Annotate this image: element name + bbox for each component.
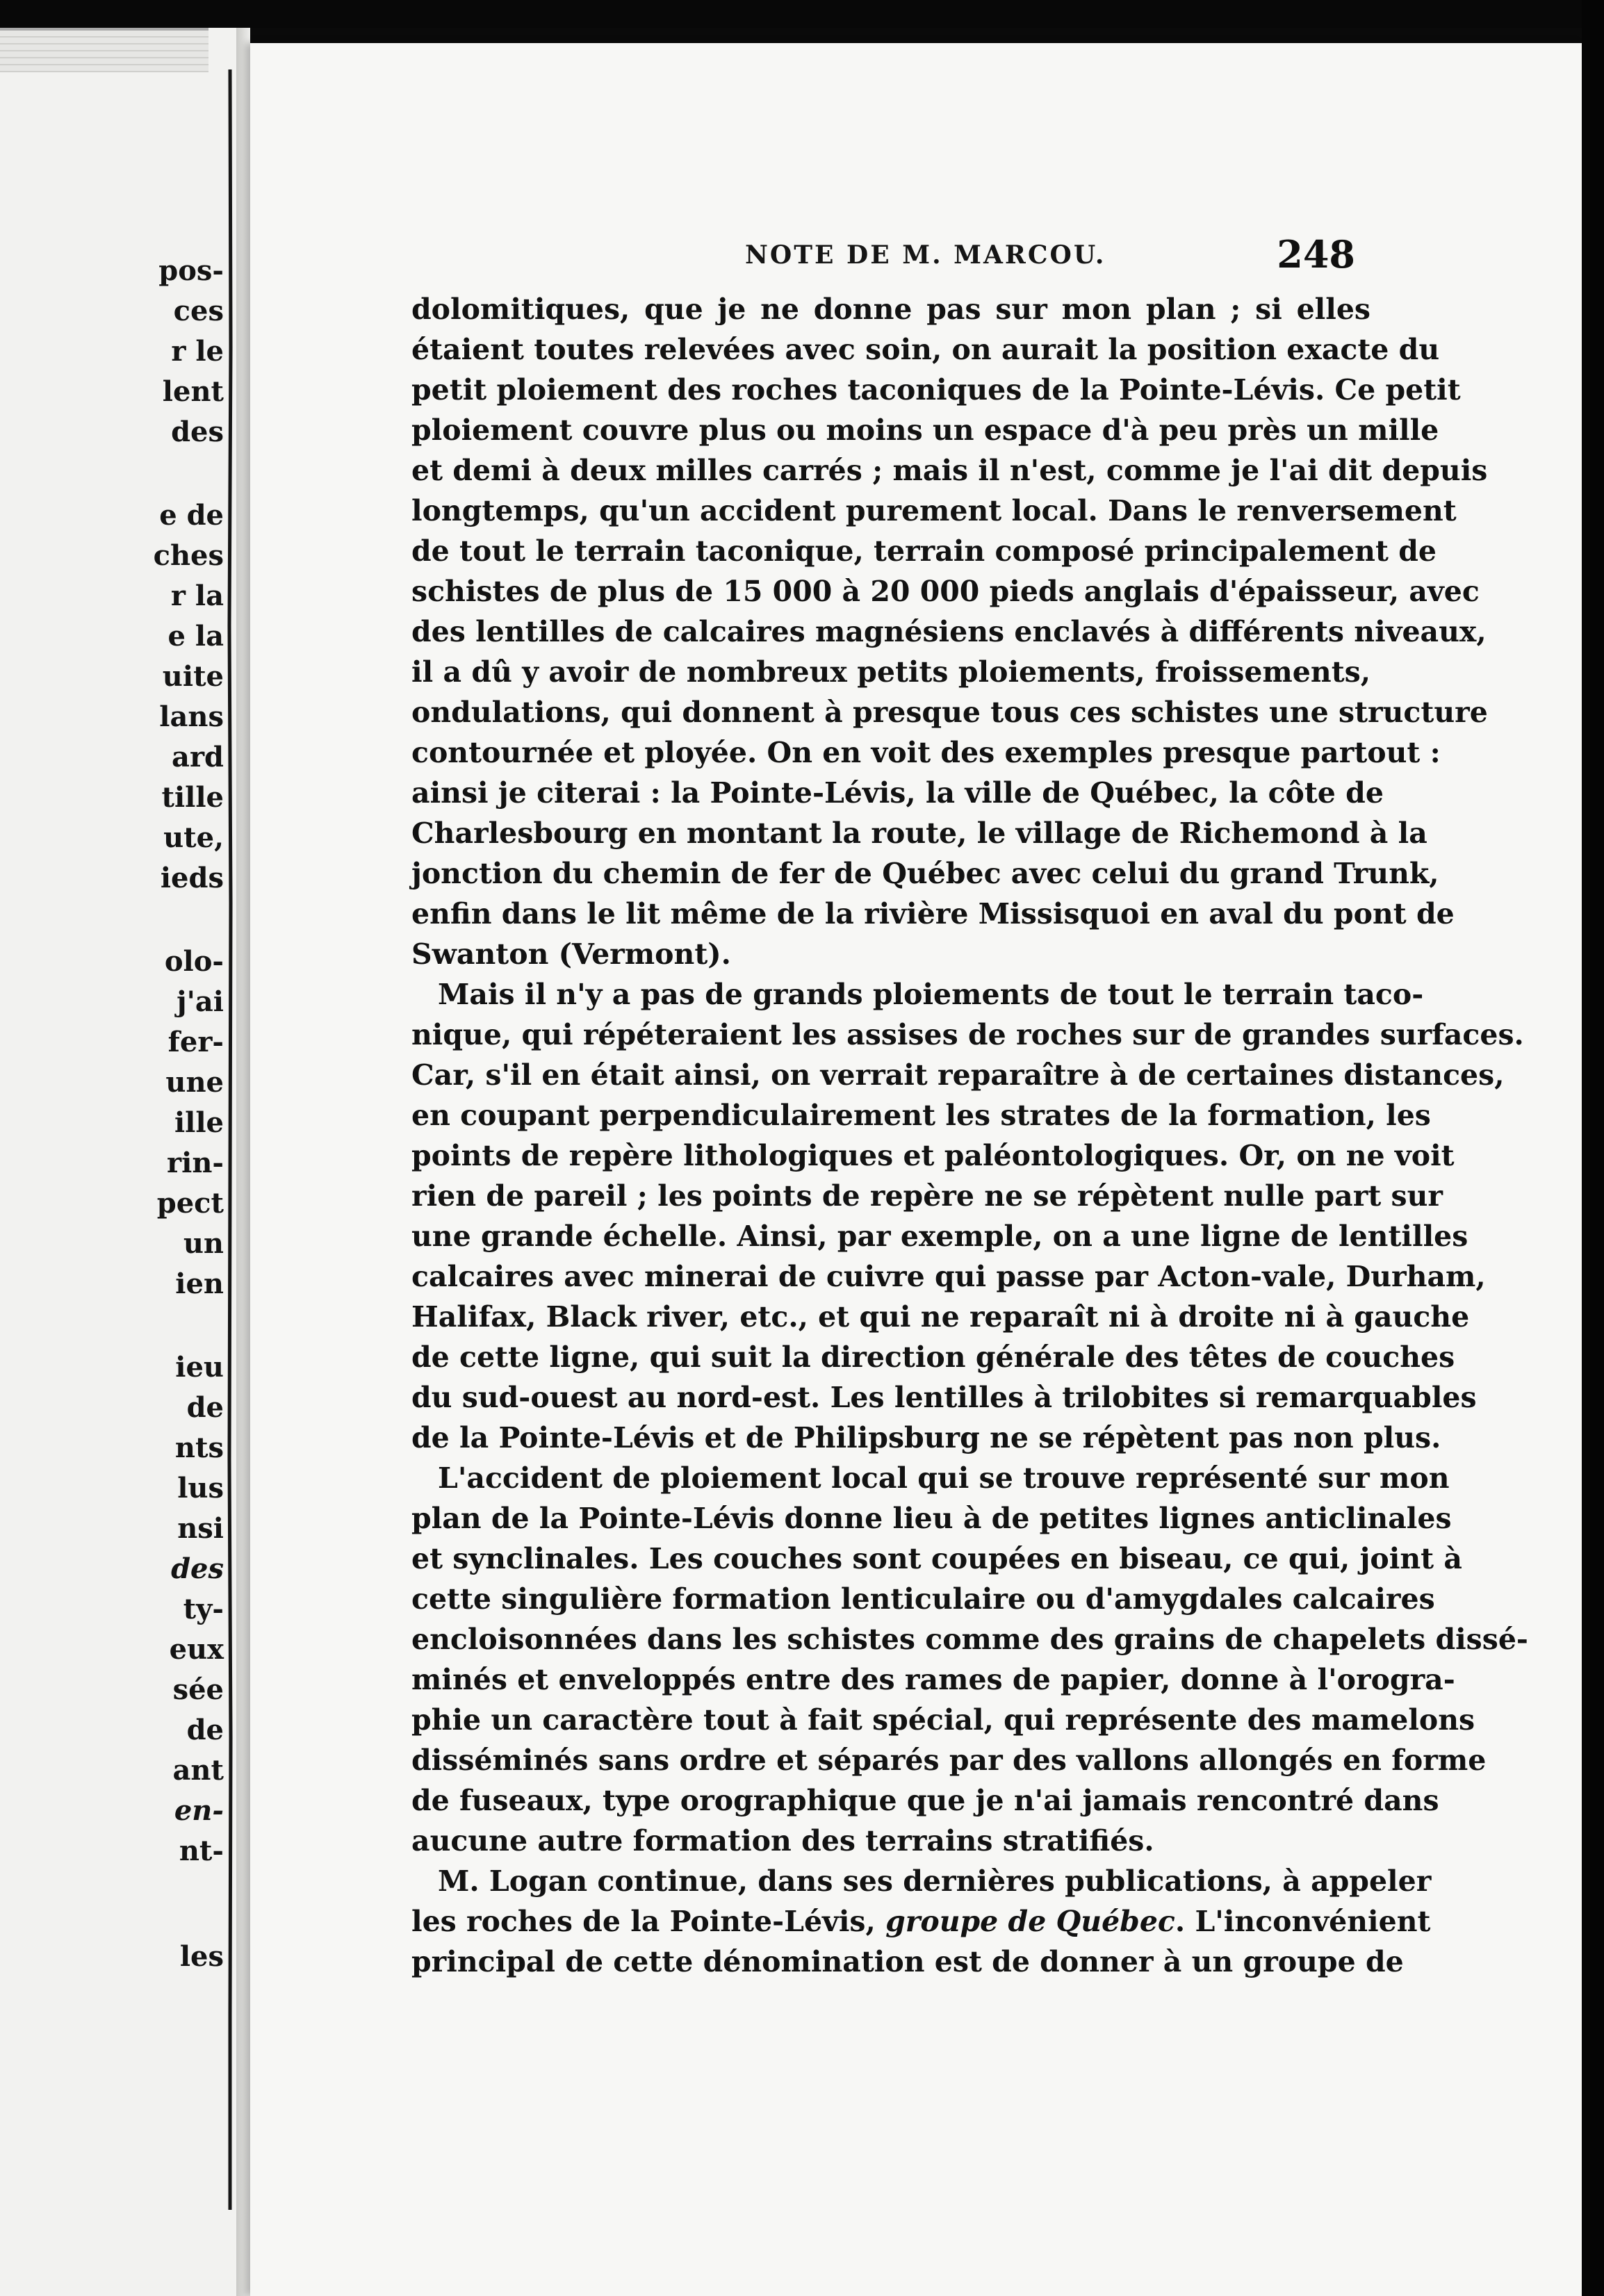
text-line: une grande échelle. Ainsi, par exemple, on a une ligne de lentilles: [411, 1220, 1468, 1253]
text-line: Charlesbourg en montant la route, le village de Richemond à la: [411, 817, 1427, 850]
text-line: de cette ligne, qui suit la direction générale des têtes de couches: [411, 1340, 1455, 1374]
left-page-fragment: ant: [172, 1754, 224, 1787]
text-line: phie un caractère tout à fait spécial, qui représente des mamelons: [411, 1703, 1475, 1737]
left-page-fragment: olo-: [164, 945, 224, 978]
left-page-fragment: uite: [162, 660, 224, 693]
left-page-fragment: nsi: [177, 1512, 224, 1545]
text-line: longtemps, qu'un accident purement local. Dans le renversement: [411, 494, 1457, 527]
text-line: contournée et ployée. On en voit des exemples presque partout :: [411, 736, 1441, 769]
text-line: minés et enveloppés entre des rames de papier, donne à l'orogra-: [411, 1663, 1455, 1696]
text-line: Mais il n'y a pas de grands ploiements de tout le terrain taco-: [438, 978, 1424, 1011]
page-gutter: [236, 28, 250, 2296]
binding-thread: [227, 69, 234, 2210]
left-page-fragment: fer-: [167, 1026, 224, 1058]
text-line: disséminés sans ordre et séparés par des vallons allongés en forme: [411, 1744, 1487, 1777]
text-line: ploiement couvre plus ou moins un espace d'à peu près un mille: [411, 413, 1439, 447]
text-line: ainsi je citerai : la Pointe-Lévis, la ville de Québec, la côte de: [411, 776, 1384, 810]
left-page-fragment: des: [171, 1552, 224, 1585]
text-line: des lentilles de calcaires magnésiens enclavés à différents niveaux,: [411, 615, 1487, 648]
left-page-fragment: tille: [161, 781, 224, 814]
left-page-fragment: ute,: [163, 821, 224, 854]
text-line: Car, s'il en était ainsi, on verrait reparaître à de certaines distances,: [411, 1058, 1505, 1092]
left-page-fragment: ille: [174, 1106, 224, 1139]
left-page-fragment: eux: [169, 1633, 224, 1666]
text-line: encloisonnées dans les schistes comme des grains de chapelets dissé-: [411, 1623, 1528, 1656]
left-page-fragment: les: [179, 1940, 224, 1973]
text-line: nique, qui répéteraient les assises de roches sur de grandes surfaces.: [411, 1018, 1524, 1051]
text-line: et synclinales. Les couches sont coupées en biseau, ce qui, joint à: [411, 1542, 1462, 1575]
text-line: petit ploiement des roches taconiques de la Pointe-Lévis. Ce petit: [411, 373, 1461, 407]
left-page-fragment: pect: [156, 1187, 224, 1220]
text-line: schistes de plus de 15 000 à 20 000 pieds anglais d'épaisseur, avec: [411, 575, 1480, 608]
scan-border-right: [1582, 0, 1604, 2296]
text-line: L'accident de ploiement local qui se trouve représenté sur mon: [438, 1461, 1450, 1495]
left-page-fragment: ieu: [175, 1351, 224, 1384]
left-page-fragment: une: [165, 1066, 224, 1099]
text-line: plan de la Pointe-Lévis donne lieu à de petites lignes anticlinales: [411, 1502, 1452, 1535]
left-page-fragment: lus: [177, 1472, 224, 1504]
text-line: étaient toutes relevées avec soin, on aurait la position exacte du: [411, 333, 1440, 366]
left-page-fragment: e de: [159, 499, 224, 532]
left-page-fragment: ien: [175, 1268, 224, 1300]
left-page-fragment: de: [186, 1391, 224, 1424]
text-line: de la Pointe-Lévis et de Philipsburg ne se répètent pas non plus.: [411, 1421, 1441, 1454]
left-page-fragment: e la: [167, 620, 224, 653]
main-page: [250, 43, 1582, 2296]
text-line: Swanton (Vermont).: [411, 937, 731, 971]
left-page-fragment: rin-: [167, 1147, 224, 1179]
text-line: M. Logan continue, dans ses dernières publications, à appeler: [438, 1864, 1432, 1898]
text-line: jonction du chemin de fer de Québec avec celui du grand Trunk,: [411, 857, 1439, 890]
left-page-fragment: j'ai: [177, 985, 224, 1018]
text-line: et demi à deux milles carrés ; mais il n'est, comme je l'ai dit depuis: [411, 454, 1488, 487]
left-page-fragment: pos-: [158, 254, 224, 287]
text-line: en coupant perpendiculairement les strates de la formation, les: [411, 1099, 1431, 1132]
left-page-fragment: lent: [162, 375, 224, 408]
left-page-fragment: ieds: [160, 862, 224, 894]
running-head-title: NOTE DE M. MARCOU.: [745, 240, 1106, 270]
text-line: cette singulière formation lenticulaire ou d'amygdales calcaires: [411, 1582, 1435, 1616]
text-line: de tout le terrain taconique, terrain composé principalement de: [411, 534, 1437, 568]
text-line: Halifax, Black river, etc., et qui ne reparaît ni à droite ni à gauche: [411, 1300, 1470, 1334]
text-line: de fuseaux, type orographique que je n'ai jamais rencontré dans: [411, 1784, 1439, 1817]
left-page-fragment: en-: [174, 1794, 224, 1827]
text-line: calcaires avec minerai de cuivre qui passe par Acton-vale, Durham,: [411, 1260, 1486, 1293]
left-page-fragment: r le: [171, 335, 224, 368]
left-page-fragment: ches: [153, 539, 224, 572]
page-number: 248: [1277, 232, 1355, 277]
text-line: les roches de la Pointe-Lévis, groupe de Québec. L'inconvénient: [411, 1905, 1431, 1938]
text-line: du sud-ouest au nord-est. Les lentilles à trilobites si remarquables: [411, 1381, 1477, 1414]
text-line: points de repère lithologiques et paléontologiques. Or, on ne voit: [411, 1139, 1455, 1172]
text-line: ondulations, qui donnent à presque tous ces schistes une structure: [411, 696, 1488, 729]
text-line: principal de cette dénomination est de donner à un groupe de: [411, 1945, 1404, 1978]
left-page-fragment: lans: [159, 700, 224, 733]
left-page-fragment: nt-: [179, 1835, 224, 1867]
scan-border-top: [0, 0, 1604, 28]
left-page-text-fragments: [0, 0, 236, 2296]
left-page-fragment: nts: [174, 1432, 224, 1464]
text-line: enfin dans le lit même de la rivière Missisquoi en aval du pont de: [411, 897, 1455, 930]
left-page-fragment: des: [171, 416, 224, 448]
body-text: [411, 289, 1528, 1982]
text-line: rien de pareil ; les points de repère ne se répètent nulle part sur: [411, 1179, 1443, 1213]
left-page-fragment: ard: [172, 741, 224, 773]
left-page-fragment: de: [186, 1714, 224, 1746]
text-line: aucune autre formation des terrains stratifiés.: [411, 1824, 1154, 1858]
text-line: il a dû y avoir de nombreux petits ploiements, froissements,: [411, 655, 1370, 689]
left-page-fragment: un: [183, 1227, 224, 1260]
left-page-fragment: sée: [172, 1673, 224, 1706]
running-head: [250, 232, 1582, 282]
left-page-fragment: r la: [170, 580, 224, 612]
text-line: dolomitiques, que je ne donne pas sur mon plan ; si elles: [411, 293, 1370, 326]
left-page-fragment: ces: [173, 295, 224, 327]
left-page-fragment: ty-: [183, 1593, 224, 1625]
